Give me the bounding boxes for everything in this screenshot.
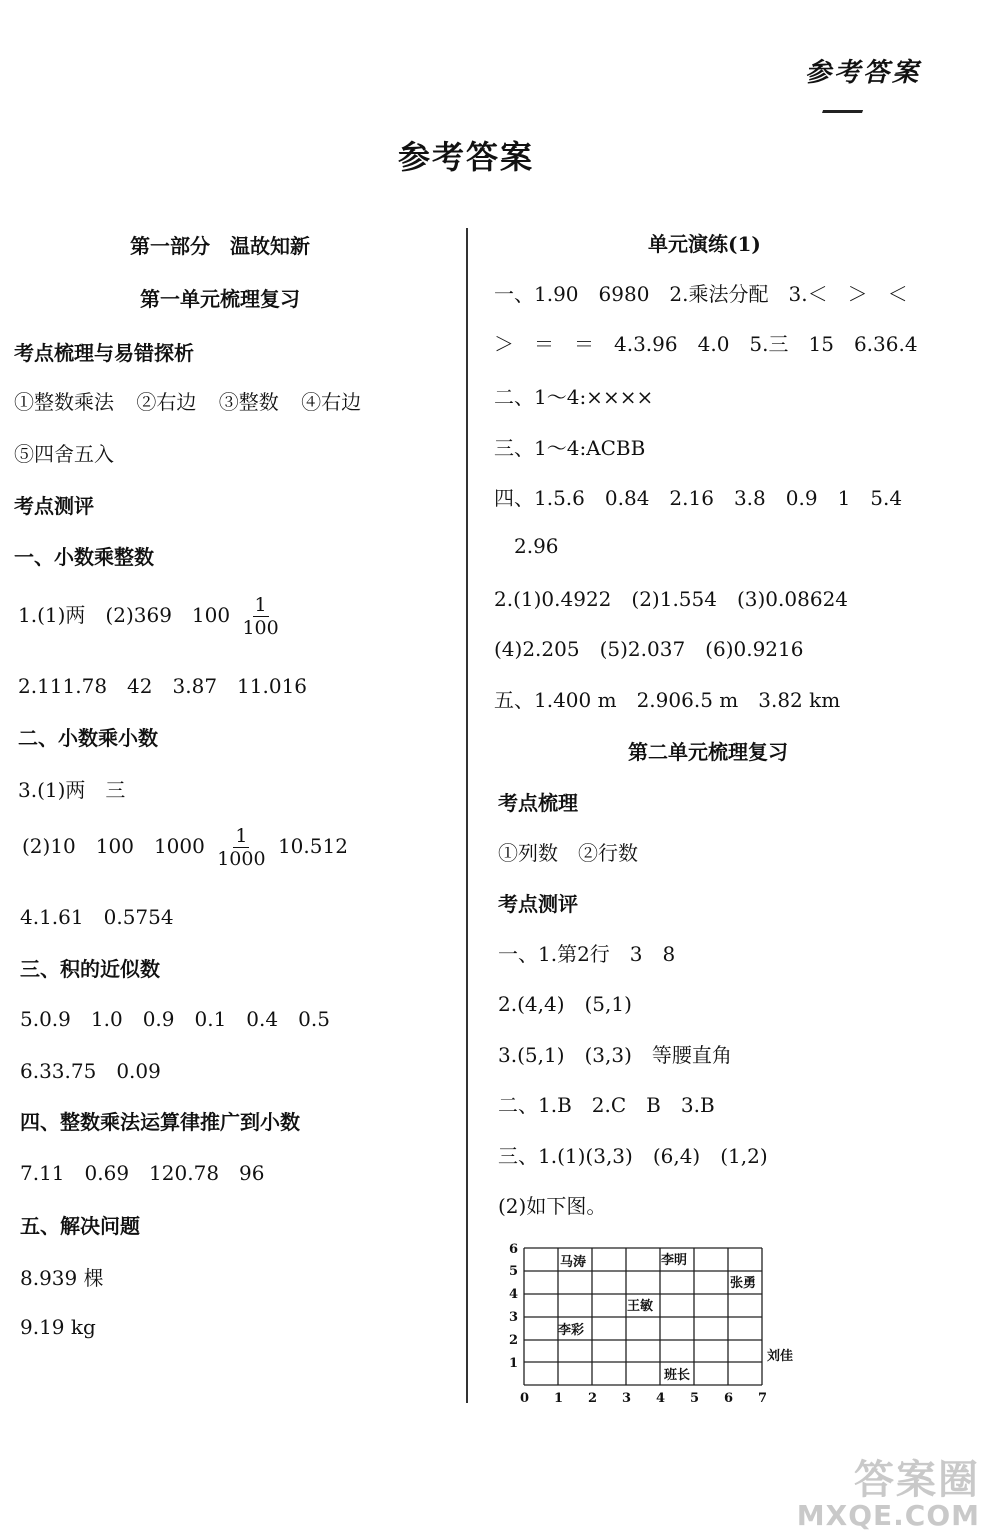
- y-tick: 3: [509, 1310, 519, 1325]
- points-line-1: [14, 386, 361, 415]
- answer-line: 7.11 0.69 120.78 96: [20, 1161, 265, 1185]
- answer-text: 1.(1)两 (2)369 100: [18, 603, 231, 627]
- answer-line: (4)2.205 (5)2.037 (6)0.9216: [494, 637, 804, 661]
- answer-line: 2.96: [514, 534, 559, 558]
- answer-line: 3.(1)两 三: [18, 778, 126, 802]
- points-line-2: ⑤四舍五入: [14, 442, 114, 466]
- answer-line: ①列数 ②行数: [498, 841, 638, 865]
- answer-line: ＞ ＝ ＝ 4.3.96 4.0 5.三 15 6.36.4: [494, 332, 918, 356]
- fraction: [242, 594, 278, 639]
- answer-line: 9.19 kg: [20, 1315, 96, 1339]
- x-tick: 2: [588, 1391, 598, 1406]
- column-divider: [466, 228, 468, 1403]
- answer-line: 一、1.90 6980 2.乘法分配 3.＜ ＞ ＜: [494, 282, 908, 306]
- point-item: ④右边: [301, 390, 362, 414]
- sub-heading: 二、小数乘小数: [18, 726, 158, 750]
- grid-label: 张勇: [730, 1276, 757, 1291]
- answer-line: 一、1.第2行 3 8: [498, 942, 676, 966]
- y-tick: 6: [509, 1242, 519, 1257]
- answer-line: 3.(5,1) (3,3) 等腰直角: [498, 1043, 732, 1067]
- section-heading: 考点测评: [14, 494, 94, 518]
- point-item: ①整数乘法: [14, 390, 114, 414]
- answer-line: 2.(1)0.4922 (2)1.554 (3)0.08624: [494, 587, 849, 611]
- fraction-denominator: 1000: [217, 848, 266, 870]
- answer-line: 五、1.400 m 2.906.5 m 3.82 km: [494, 688, 841, 712]
- answer-line: 6.33.75 0.09: [20, 1059, 161, 1083]
- x-tick: 6: [724, 1391, 734, 1406]
- corner-decoration: [817, 110, 863, 127]
- grid-label: 王敏: [627, 1299, 654, 1314]
- answer-line: 四、1.5.6 0.84 2.16 3.8 0.9 1 5.4: [494, 486, 903, 510]
- grid-label: 马涛: [560, 1255, 587, 1270]
- answer-line: 2.111.78 42 3.87 11.016: [18, 674, 308, 698]
- fraction-numerator: 1: [254, 594, 267, 616]
- grid-label: 刘佳: [767, 1349, 794, 1364]
- unit-heading: 第一单元梳理复习: [140, 287, 300, 311]
- answer-line: [18, 594, 285, 639]
- x-tick: 1: [554, 1391, 564, 1406]
- y-tick: 2: [509, 1333, 519, 1348]
- fraction: [217, 825, 265, 870]
- section-heading: 考点梳理: [498, 791, 578, 815]
- x-tick: 0: [520, 1391, 530, 1406]
- watermark-bottom: MXQE.COM: [796, 1499, 980, 1532]
- x-tick: 5: [690, 1391, 700, 1406]
- answer-line: 二、1.B 2.C B 3.B: [498, 1093, 715, 1117]
- answer-line: [22, 825, 348, 870]
- point-item: ③整数: [218, 390, 279, 414]
- part-heading: 第一部分 温故知新: [130, 234, 310, 258]
- page-title: 参考答案: [398, 138, 535, 176]
- x-tick: 4: [656, 1391, 666, 1406]
- section-heading: 考点梳理与易错探析: [14, 341, 194, 365]
- answer-line: 5.0.9 1.0 0.9 0.1 0.4 0.5: [20, 1007, 330, 1031]
- coordinate-grid-figure: [500, 1240, 800, 1410]
- point-item: ②右边: [136, 390, 197, 414]
- answer-line: 2.(4,4) (5,1): [498, 992, 632, 1016]
- answer-line: 4.1.61 0.5754: [20, 905, 174, 929]
- y-tick: 4: [509, 1287, 519, 1302]
- unit-heading: 第二单元梳理复习: [628, 740, 788, 764]
- sub-heading: 五、解决问题: [20, 1214, 140, 1238]
- answer-text: 10.512: [277, 834, 348, 858]
- y-tick: 5: [509, 1264, 519, 1279]
- watermark-top: 答案圈: [854, 1457, 980, 1503]
- answer-line: 二、1～4:××××: [494, 385, 654, 409]
- answer-line: (2)如下图。: [498, 1194, 607, 1218]
- sub-heading: 四、整数乘法运算律推广到小数: [20, 1110, 300, 1134]
- watermark: [797, 1448, 980, 1532]
- sub-heading: 三、积的近似数: [20, 957, 160, 981]
- fraction-denominator: 100: [242, 617, 279, 639]
- answer-line: 8.939 棵: [20, 1266, 104, 1290]
- answer-text: (2)10 100 1000: [22, 834, 205, 858]
- x-tick: 3: [622, 1391, 632, 1406]
- unit-practice-heading: 单元演练(1): [648, 232, 761, 256]
- sub-heading: 一、小数乘整数: [14, 545, 154, 569]
- grid-label: 李彩: [558, 1323, 585, 1338]
- corner-title: 参考答案: [805, 58, 922, 88]
- answer-line: 三、1～4:ACBB: [494, 436, 646, 460]
- section-heading: 考点测评: [498, 892, 578, 916]
- x-tick: 7: [758, 1391, 768, 1406]
- fraction-numerator: 1: [235, 825, 248, 847]
- answer-line: 三、1.(1)(3,3) (6,4) (1,2): [498, 1144, 768, 1168]
- grid-label: 李明: [661, 1253, 688, 1268]
- coordinate-grid: [500, 1240, 800, 1410]
- grid-label: 班长: [664, 1368, 691, 1383]
- y-tick: 1: [509, 1356, 519, 1371]
